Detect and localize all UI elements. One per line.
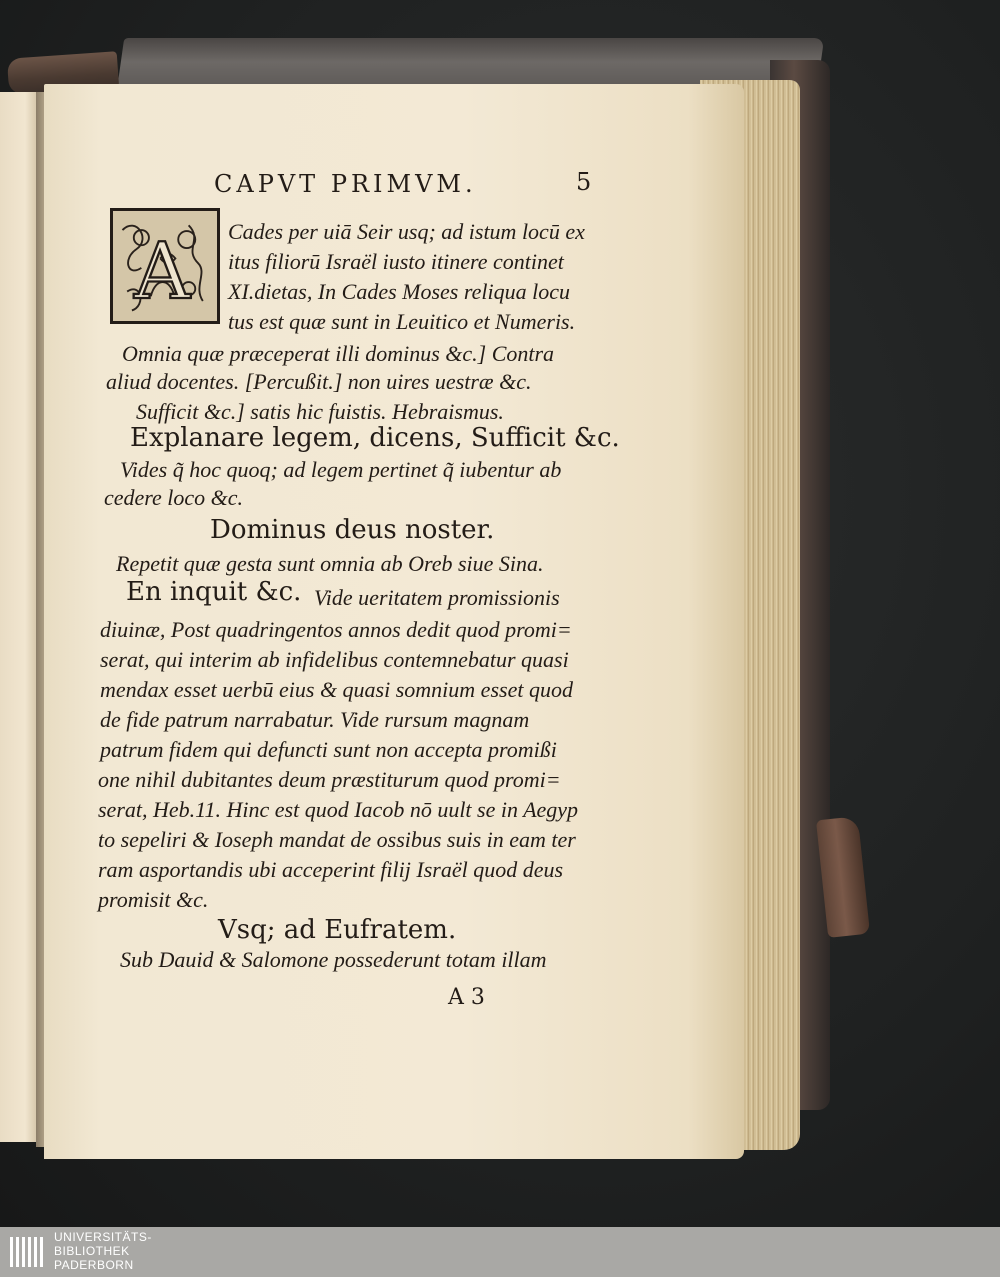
- text-line: Sufficit &c.] satis hic fuistis. Hebraismus.: [136, 399, 504, 424]
- book-page: [44, 84, 744, 1159]
- text-line: to sepeliri & Ioseph mandat de ossibus suis in eam ter: [98, 827, 576, 852]
- section-heading: Explanare legem, dicens, Sufficit &c.: [130, 423, 620, 453]
- text-line: serat, qui interim ab infidelibus contemnebatur quasi: [100, 647, 569, 672]
- page-number: 5: [576, 168, 592, 196]
- text-line: Sub Dauid & Salomone possederunt totam illam: [120, 947, 547, 972]
- text-line: one nihil dubitantes deum præstiturum quod promi=: [98, 767, 561, 792]
- section-heading: Vsq; ad Eufratem.: [218, 915, 457, 945]
- library-name-line2: BIBLIOTHEK: [54, 1244, 130, 1258]
- text-line: Vides q̃ hoc quoq; ad legem pertinet q̃ iubentur ab: [120, 457, 562, 482]
- section-heading: Dominus deus noster.: [210, 515, 495, 545]
- text-line: Omnia quæ præceperat illi dominus &c.] Contra: [122, 341, 555, 366]
- initial-letter: A: [134, 227, 191, 318]
- decorated-initial-graphic: [113, 211, 217, 321]
- text-line: XI.dietas, In Cades Moses reliqua locu: [228, 279, 570, 304]
- text-line: Cades per uiā Seir usq; ad istum locū ex: [228, 219, 585, 244]
- signature-mark: A 3: [448, 985, 485, 1010]
- library-logo-icon: [8, 1233, 46, 1271]
- page-header: [214, 170, 654, 202]
- text-line: promisit &c.: [98, 887, 209, 912]
- library-name-line3: PADERBORN: [54, 1258, 134, 1272]
- text-line: Repetit quæ gesta sunt omnia ab Oreb siue Sina.: [116, 551, 544, 576]
- text-line: diuinæ, Post quadringentos annos dedit quod promi=: [100, 617, 572, 642]
- text-line: patrum fidem qui defuncti sunt non accepta promißi: [100, 737, 557, 762]
- decorated-initial: [110, 208, 220, 324]
- library-footer: [0, 1227, 1000, 1277]
- text-line: aliud docentes. [Percußit.] non uires uestræ &c.: [106, 369, 532, 394]
- text-line: cedere loco &c.: [104, 485, 244, 510]
- text-line: serat, Heb.11. Hinc est quod Iacob nō uult se in Aegyp: [98, 797, 579, 822]
- text-line: Vide ueritatem promissionis: [314, 585, 560, 610]
- text-line: itus filiorū Israël iusto itinere continet: [228, 249, 564, 274]
- library-name: [54, 1230, 152, 1272]
- text-line: tus est quæ sunt in Leuitico et Numeris.: [228, 309, 576, 334]
- running-head: CAPVT PRIMVM.: [214, 170, 477, 198]
- library-name-line1: UNIVERSITÄTS-: [54, 1230, 152, 1244]
- text-line: mendax esset uerbū eius & quasi somnium esset quod: [100, 677, 573, 702]
- text-line: ram asportandis ubi acceperint filij Israël quod deus: [98, 857, 564, 882]
- section-heading: En inquit &c.: [126, 577, 302, 607]
- text-line: de fide patrum narrabatur. Vide rursum magnam: [100, 707, 530, 732]
